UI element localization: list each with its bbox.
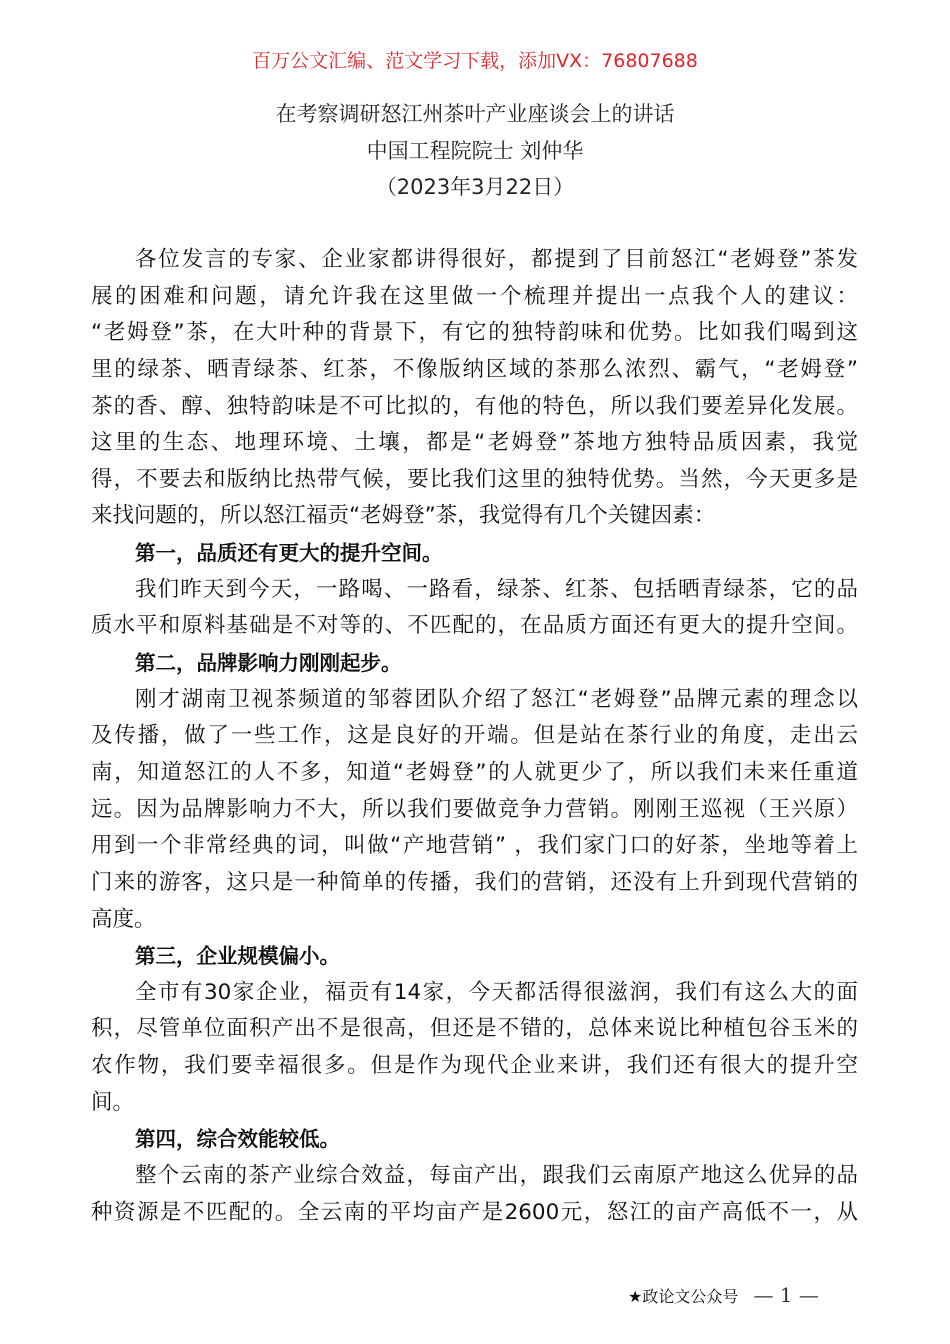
body-text-line: 间。	[91, 1089, 135, 1115]
body-text-line: 积，尽管单位面积产出不是很高，但还是不错的，总体来说比种植包谷玉米的	[91, 1016, 858, 1042]
body-text-line: 农作物，我们要幸福很多。但是作为现代企业来讲，我们还有很大的提升空	[91, 1053, 858, 1079]
body-text-line: 远。因为品牌影响力不大，所以我们要做竞争力营销。刚刚王巡视（王兴原）	[91, 796, 858, 822]
body-text-line: 我们昨天到今天，一路喝、一路看，绿茶、红茶、包括晒青绿茶，它的品	[135, 576, 858, 602]
page-number: — 1 —	[753, 1283, 819, 1307]
body-text-line: 及传播，做了一些工作，这是良好的开端。但是站在茶行业的角度，走出云	[91, 723, 858, 749]
section-heading: 第二，品牌影响力刚刚起步。	[135, 651, 402, 676]
body-text-line: 种资源是不匹配的。全云南的平均亩产是2600元，怒江的亩产高低不一，从	[91, 1199, 858, 1225]
body-text-line: 南，知道怒江的人不多，知道“老姆登”的人就更少了，所以我们未来任重道	[91, 759, 858, 785]
body-text-line: 展的困难和问题，请允许我在这里做一个梳理并提出一点我个人的建议：	[91, 283, 858, 309]
body-text-line: 全市有30家企业，福贡有14家，今天都活得很滋润，我们有这么大的面	[135, 979, 858, 1005]
watermark-banner: 百万公文汇编、范文学习下载，添加VX：76807688	[252, 50, 698, 72]
body-text-line: 里的绿茶、晒青绿茶、红茶，不像版纳区域的茶那么浓烈、霸气，“老姆登”	[91, 356, 858, 382]
section-heading: 第一，品质还有更大的提升空间。	[135, 541, 443, 566]
body-text-line: 高度。	[91, 906, 156, 932]
section-heading: 第三，企业规模偏小。	[135, 944, 340, 969]
footer-source: ★政论文公众号	[628, 1287, 739, 1306]
body-text-line: 来找问题的，所以怒江福贡“老姆登”茶，我觉得有几个关键因素：	[91, 503, 716, 529]
document-date: （2023年3月22日）	[375, 175, 575, 199]
body-text-line: 得，不要去和版纳比热带气候，要比我们这里的独特优势。当然，今天更多是	[91, 466, 858, 492]
document-body	[91, 242, 858, 1231]
body-text-line: “老姆登”茶，在大叶种的背景下，有它的独特韵味和优势。比如我们喝到这	[91, 320, 858, 346]
body-text-line: 质水平和原料基础是不对等的、不匹配的，在品质方面还有更大的提升空间。	[91, 613, 858, 639]
body-text-line: 用到一个非常经典的词，叫做“产地营销” ，我们家门口的好茶，坐地等着上	[91, 833, 858, 859]
body-text-line: 门来的游客，这只是一种简单的传播，我们的营销，还没有上升到现代营销的	[91, 869, 858, 895]
document-author: 中国工程院院士 刘仲华	[366, 139, 584, 163]
section-heading: 第四，综合效能较低。	[135, 1127, 340, 1152]
page-footer	[628, 1283, 819, 1307]
body-text-line: 这里的生态、地理环境、土壤，都是“老姆登”茶地方独特品质因素，我觉	[91, 430, 858, 456]
body-text-line: 各位发言的专家、企业家都讲得很好，都提到了目前怒江“老姆登”茶发	[135, 247, 858, 272]
document-title: 在考察调研怒江州茶叶产业座谈会上的讲话	[275, 102, 675, 126]
body-text-line: 茶的香、醇、独特韵味是不可比拟的，有他的特色，所以我们要差异化发展。	[91, 393, 858, 419]
body-text-line: 刚才湖南卫视茶频道的邹蓉团队介绍了怒江“老姆登”品牌元素的理念以	[135, 686, 858, 712]
body-text-line: 整个云南的茶产业综合效益，每亩产出，跟我们云南原产地这么优异的品	[135, 1163, 858, 1189]
